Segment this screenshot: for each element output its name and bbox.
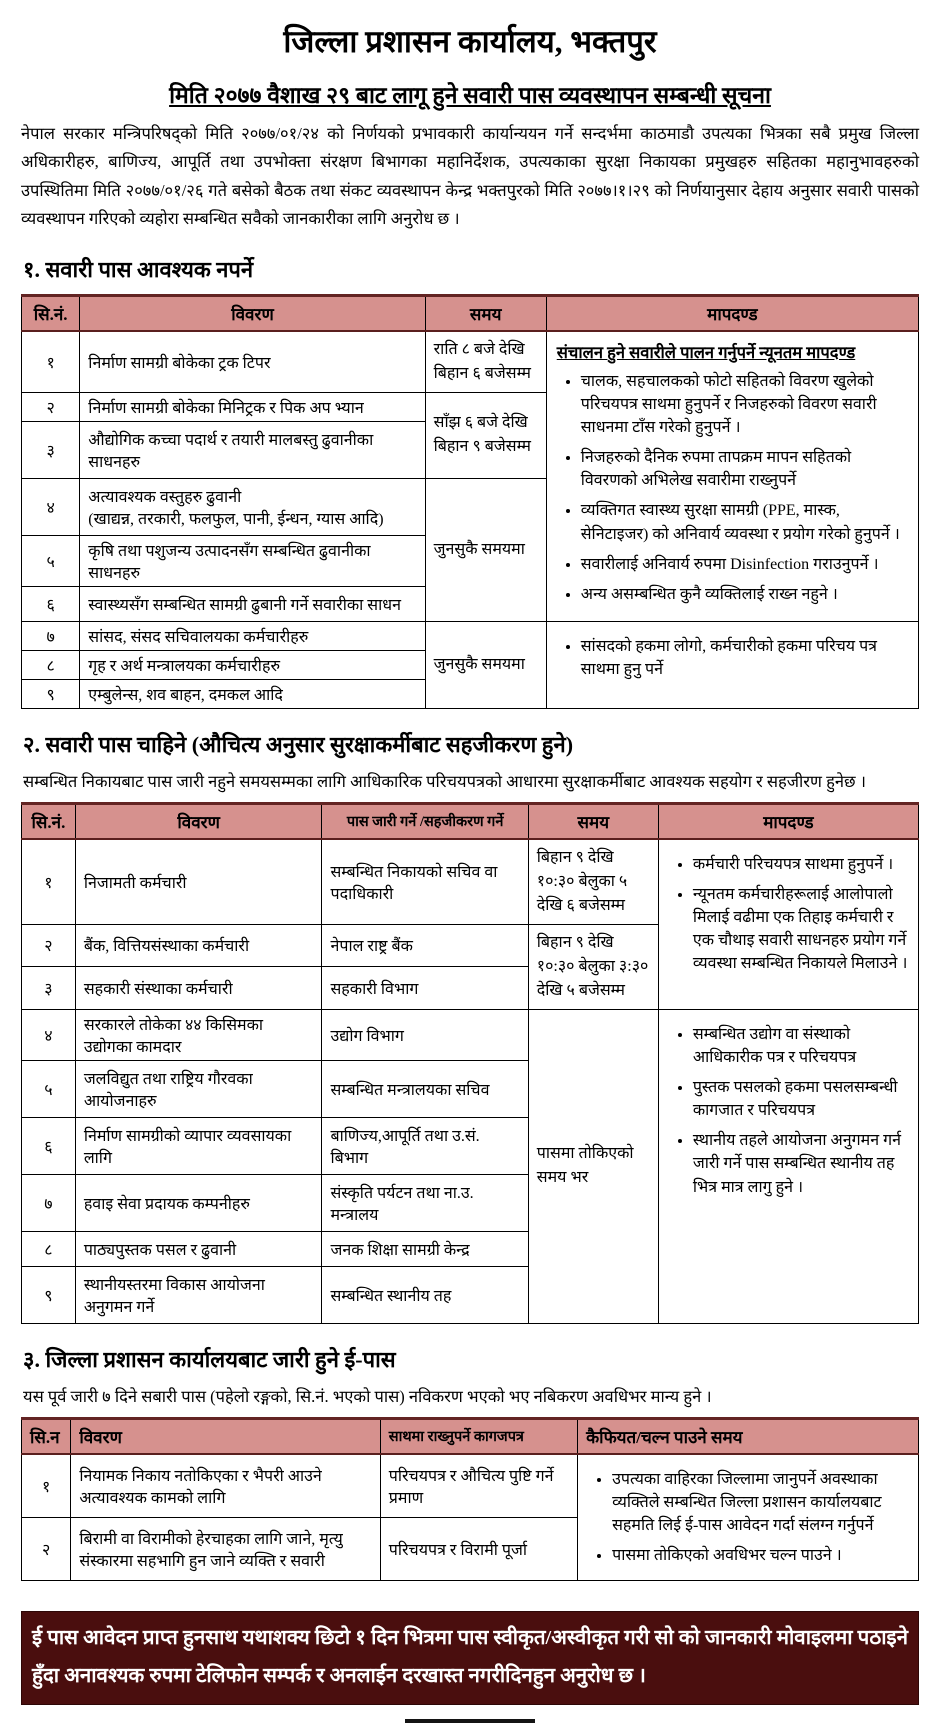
row-sn: २ xyxy=(22,1517,71,1580)
row-issuer: सम्बन्धित स्थानीय तह xyxy=(322,1266,528,1323)
criteria-cell-main xyxy=(546,331,918,622)
column-header-documents: साथमा राख्नुपर्ने कागजपत्र xyxy=(380,1418,577,1454)
row-sn: ६ xyxy=(22,586,80,621)
row-sn: ७ xyxy=(22,621,80,650)
row-issuer: नेपाल राष्ट्र बैंक xyxy=(322,924,528,967)
row-description: बैंक, वित्तियसंस्थाका कर्मचारी xyxy=(75,924,322,967)
row-issuer: बाणिज्य,आपूर्ति तथा उ.सं. बिभाग xyxy=(322,1117,528,1174)
row-description: निर्माण सामग्री बोकेका ट्रक टिपर xyxy=(80,331,425,393)
column-header-description: विवरण xyxy=(75,803,322,839)
table-row xyxy=(22,1454,919,1518)
column-header-sn: सि.न xyxy=(22,1418,71,1454)
row-issuer: सहकारी विभाग xyxy=(322,967,528,1010)
table-row xyxy=(22,1009,919,1060)
column-header-description: विवरण xyxy=(80,295,425,331)
column-header-description: विवरण xyxy=(71,1418,380,1454)
row-sn: ५ xyxy=(22,535,80,586)
row-sn: १ xyxy=(22,1454,71,1518)
row-sn: ८ xyxy=(22,1231,76,1266)
row-sn: ८ xyxy=(22,650,80,679)
epass-info-banner: ई पास आवेदन प्राप्त हुनसाथ यथाशक्य छिटो १ दिन भित्रमा पास स्वीकृत/अस्वीकृत गरी सो को जानकारी मोवाइलमा पठाइने हुँदा अनावश्यक रुपमा टेलिफोन सम्पर्क र अनलाईन दरखास्त नगरीदिनहुन अनुरोध छ । xyxy=(21,1611,919,1705)
row-sn: ७ xyxy=(22,1174,76,1231)
row-description: हवाइ सेवा प्रदायक कम्पनीहरु xyxy=(75,1174,322,1231)
column-header-time: समय xyxy=(425,295,546,331)
row-description: गृह र अर्थ मन्त्रालयका कर्मचारीहरु xyxy=(80,650,425,679)
row-description: सांसद, संसद सचिवालयका कर्मचारीहरु xyxy=(80,621,425,650)
time-cell: बिहान ९ देखि १०:३० बेलुका ३:३० देखि ५ बजेसम्म xyxy=(528,924,658,1009)
criteria-bullet: • पासमा तोकिएको अवधिभर चल्न पाउने । xyxy=(612,1544,910,1567)
criteria-bullet-list xyxy=(586,1468,910,1568)
criteria-bullet: • सवारीलाई अनिवार्य रुपमा Disinfection गराउनुपर्ने । xyxy=(581,553,910,576)
row-sn: १ xyxy=(22,839,76,925)
section-2-note: सम्बन्धित निकायबाट पास जारी नहुने समयसम्मका लागि आधिकारिक परिचयपत्रको आधारमा सुरक्षाकर्मीबाट आवश्यक सहयोग र सहजीरण हुनेछ । xyxy=(23,771,866,791)
row-sn: २ xyxy=(22,924,76,967)
row-description: स्थानीयस्तरमा विकास आयोजना अनुगमन गर्ने xyxy=(75,1266,322,1323)
row-sn: १ xyxy=(22,331,80,393)
column-header-criteria: मापदण्ड xyxy=(658,803,918,839)
table-epass xyxy=(21,1417,919,1582)
notice-subtitle: मिति २०७७ वैशाख २९ बाट लागू हुने सवारी पास व्यवस्थापन सम्बन्धी सूचना xyxy=(169,83,771,108)
row-sn: ५ xyxy=(22,1060,76,1117)
criteria-bullet: • व्यक्तिगत स्वास्थ्य सुरक्षा सामग्री (PPE, मास्क, सेनिटाइजर) को अनिवार्य व्यवस्था र प्रयोग गरेको हुनुपर्ने । xyxy=(581,499,910,545)
criteria-heading: संचालन हुने सवारीले पालन गर्नुपर्ने न्यूनतम मापदण्ड xyxy=(556,342,856,362)
row-documents: परिचयपत्र र विरामी पूर्जा xyxy=(380,1517,577,1580)
row-description xyxy=(80,478,425,535)
column-header-time: समय xyxy=(528,803,658,839)
criteria-bullet: • उपत्यका वाहिरका जिल्लामा जानुपर्ने अवस्थाका व्यक्तिले सम्बन्धित जिल्ला प्रशासन कार्यालयबाट सहमति लिई ई-पास आवेदन गर्दा संलग्न गर्नुपर्ने xyxy=(612,1468,910,1538)
row-issuer: जनक शिक्षा सामग्री केन्द्र xyxy=(322,1231,528,1266)
criteria-bullet: • सांसदको हकमा लोगो, कर्मचारीको हकमा परिचय पत्र साथमा हुनु पर्ने xyxy=(581,635,910,681)
row-sn: ३ xyxy=(22,421,80,478)
time-cell: पासमा तोकिएको समय भर xyxy=(528,1009,658,1323)
criteria-bullet: • पुस्तक पसलको हकमा पसलसम्बन्धी कागजात र परिचयपत्र xyxy=(693,1076,910,1122)
row-sn: ९ xyxy=(22,679,80,708)
row-issuer: संस्कृति पर्यटन तथा ना.उ. मन्त्रालय xyxy=(322,1174,528,1231)
column-header-issuer: पास जारी गर्ने /सहजीकरण गर्ने xyxy=(322,803,528,839)
bottom-divider xyxy=(405,1719,535,1723)
criteria-cell-industries xyxy=(658,1009,918,1323)
row-description: एम्बुलेन्स, शव बाहन, दमकल आदि xyxy=(80,679,425,708)
section-2-heading: २. सवारी पास चाहिने (औचित्य अनुसार सुरक्षाकर्मीबाट सहजीकरण हुने) xyxy=(23,731,574,757)
row-description: पाठ्यपुस्तक पसल र ढुवानी xyxy=(75,1231,322,1266)
table-2-header-row xyxy=(22,803,919,839)
table-3-header-row xyxy=(22,1418,919,1454)
criteria-bullet: • कर्मचारी परिचयपत्र साथमा हुनुपर्ने । xyxy=(693,853,910,876)
row-sn: ४ xyxy=(22,478,80,535)
criteria-bullet: • न्यूनतम कर्मचारीहरूलाई आलोपालो मिलाई वढीमा एक तिहाइ कर्मचारी र एक चौथाइ सवारी साधनहरु प्रयोग गर्ने व्यवस्था सम्बन्धित निकायले मिलाउने । xyxy=(693,883,910,976)
row-issuer: उद्योग विभाग xyxy=(322,1009,528,1060)
table-1-header-row xyxy=(22,295,919,331)
criteria-bullet-list xyxy=(667,853,910,976)
row-description: जलविद्युत तथा राष्ट्रिय गौरवका आयोजनाहरु xyxy=(75,1060,322,1117)
time-cell: जुनसुकै समयमा xyxy=(425,621,546,708)
row-description: बिरामी वा विरामीको हेरचाहका लागि जाने, मृत्यु संस्कारमा सहभागि हुन जाने व्यक्ति र सवारी xyxy=(71,1517,380,1580)
row-description-line-2: (खाद्यन्न, तरकारी, फलफुल, पानी, ईन्धन, ग्यास आदि) xyxy=(88,510,384,528)
row-description: निर्माण सामग्री बोकेका मिनिट्रक र पिक अप भ्यान xyxy=(80,392,425,421)
time-cell: राति ८ बजे देखि बिहान ६ बजेसम्म xyxy=(425,331,546,393)
time-cell: जुनसुकै समयमा xyxy=(425,478,546,621)
column-header-sn: सि.नं. xyxy=(22,803,76,839)
section-1-heading: १. सवारी पास आवश्यक नपर्ने xyxy=(23,256,254,282)
row-documents: परिचयपत्र र औचित्य पुष्टि गर्ने प्रमाण xyxy=(380,1454,577,1518)
column-header-sn: सि.नं. xyxy=(22,295,80,331)
row-description: औद्योगिक कच्चा पदार्थ र तयारी मालबस्तु ढुवानीका साधनहरु xyxy=(80,421,425,478)
row-description: स्वास्थ्यसँग सम्बन्धित सामग्री ढुबानी गर्ने सवारीका साधन xyxy=(80,586,425,621)
criteria-bullet-list xyxy=(555,635,910,681)
row-description: सहकारी संस्थाका कर्मचारी xyxy=(75,967,322,1010)
table-row xyxy=(22,839,919,925)
criteria-bullet-list xyxy=(667,1023,910,1199)
row-issuer: सम्बन्धित निकायको सचिव वा पदाधिकारी xyxy=(322,839,528,925)
page-title: जिल्ला प्रशासन कार्यालय, भक्तपुर xyxy=(283,24,657,59)
row-sn: ९ xyxy=(22,1266,76,1323)
criteria-bullet: • स्थानीय तहले आयोजना अनुगमन गर्न जारी गर्ने पास सम्बन्धित स्थानीय तह भित्र मात्र लागु हुने । xyxy=(693,1129,910,1199)
row-description-line-1: अत्यावश्यक वस्तुहरु ढुवानी xyxy=(88,488,242,506)
row-description: निर्माण सामग्रीको व्यापार व्यवसायका लागि xyxy=(75,1117,322,1174)
criteria-bullet: • चालक, सहचालकको फोटो सहितको विवरण खुलेको परिचयपत्र साथमा हुनुपर्ने र निजहरुको विवरण सवारी साधनमा टाँस गरेको हुनुपर्ने । xyxy=(581,370,910,440)
row-sn: २ xyxy=(22,392,80,421)
table-row xyxy=(22,331,919,393)
section-3-heading: ३. जिल्ला प्रशासन कार्यालयबाट जारी हुने ई-पास xyxy=(23,1346,396,1372)
column-header-remarks: कैफियत/चल्न पाउने समय xyxy=(578,1418,919,1454)
row-description: नियामक निकाय नतोकिएका र भैपरी आउने अत्यावश्यक कामको लागि xyxy=(71,1454,380,1518)
table-no-pass-required xyxy=(21,294,919,709)
row-description: सरकारले तोकेका ४४ किसिमका उद्योगका कामदार xyxy=(75,1009,322,1060)
criteria-bullet: • अन्य असम्बन्धित कुनै व्यक्तिलाई राख्न नहुने । xyxy=(581,583,910,606)
section-3-note: यस पूर्व जारी ७ दिने सबारी पास (पहेलो रङ्गको, सि.नं. भएको पास) नविकरण भएको भए नबिकरण अवधिभर मान्य हुने । xyxy=(23,1386,712,1406)
criteria-cell-officials xyxy=(546,621,918,708)
intro-paragraph: नेपाल सरकार मन्त्रिपरिषद्को मिति २०७७/०१/२४ को निर्णयको प्रभावकारी कार्यान्ययन गर्ने सन्दर्भमा काठमाडौ उपत्यका भित्रका सबै प्रमुख जिल्ला अधिकारीहरु, बाणिज्य, आपूर्ति तथा उपभोक्ता संरक्षण बिभागका महानिर्देशक, उपत्यकाका सुरक्षा निकायका प्रमुखहरु सहितका महानुभावहरुको उपस्थितिमा मिति २०७७/०१/२६ गते बसेको बैठक तथा संकट व्यवस्थापन केन्द्र भक्तपुरको मिति २०७७।१।२९ को निर्णयानुसार देहाय अनुसार सवारी पासको व्यवस्थापन गरिएको व्यहोरा सम्बन्धित सवैको जानकारीका लागि अनुरोध छ । xyxy=(21,124,919,229)
row-sn: ६ xyxy=(22,1117,76,1174)
row-description: निजामती कर्मचारी xyxy=(75,839,322,925)
row-sn: ३ xyxy=(22,967,76,1010)
table-row xyxy=(22,621,919,650)
criteria-cell-epass xyxy=(578,1454,919,1581)
criteria-bullet: • निजहरुको दैनिक रुपमा तापक्रम मापन सहितको विवरणको अभिलेख सवारीमा राख्नुपर्ने xyxy=(581,446,910,492)
time-cell: बिहान ९ देखि १०:३० बेलुका ५ देखि ६ बजेसम्म xyxy=(528,839,658,925)
table-pass-required xyxy=(21,802,919,1324)
row-sn: ४ xyxy=(22,1009,76,1060)
criteria-bullet: • सम्बन्धित उद्योग वा संस्थाको आधिकारीक पत्र र परिचयपत्र xyxy=(693,1023,910,1069)
column-header-criteria: मापदण्ड xyxy=(546,295,918,331)
criteria-bullet-list xyxy=(555,370,910,607)
time-cell: साँझ ६ बजे देखि बिहान ९ बजेसम्म xyxy=(425,392,546,478)
criteria-cell-employees xyxy=(658,839,918,1010)
row-description: कृषि तथा पशुजन्य उत्पादनसँग सम्बन्धित ढुवानीका साधनहरु xyxy=(80,535,425,586)
row-issuer: सम्बन्धित मन्त्रालयका सचिव xyxy=(322,1060,528,1117)
